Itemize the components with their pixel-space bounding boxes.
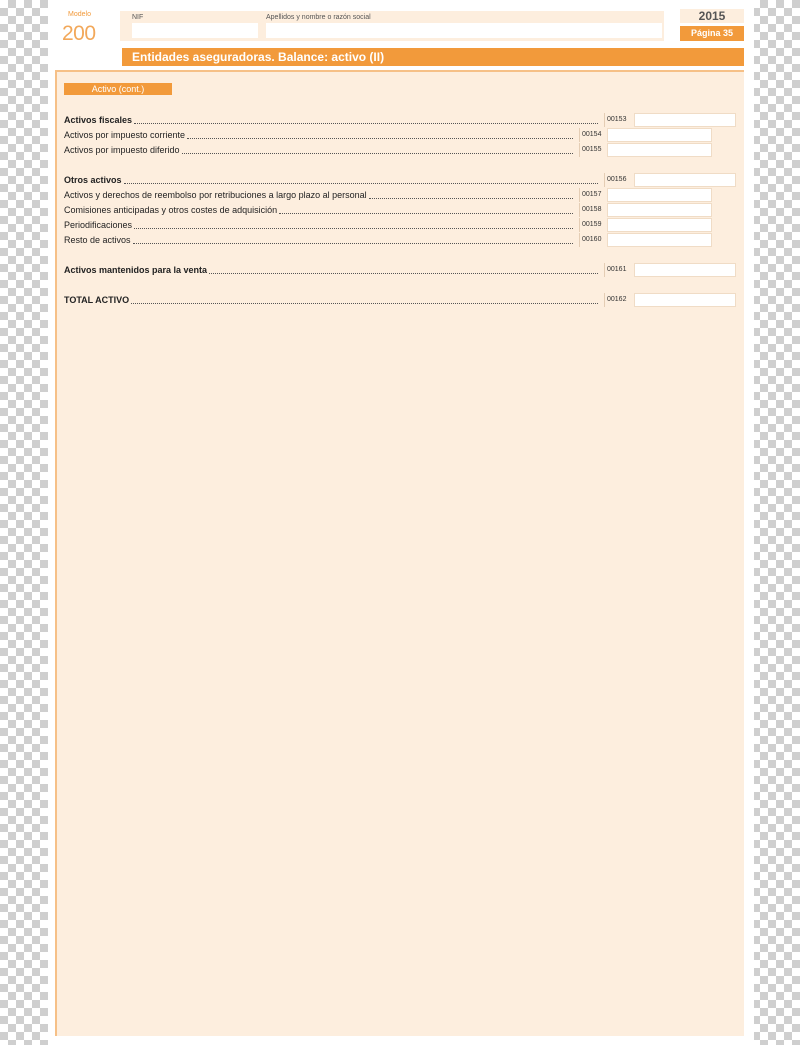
- leader-dots: [134, 123, 598, 124]
- leader-dots: [182, 153, 573, 154]
- field-code: 00157: [579, 188, 607, 202]
- row-impuesto-corriente: [64, 128, 577, 142]
- value-field-00157[interactable]: [607, 188, 712, 202]
- modelo-label: Modelo: [68, 11, 91, 18]
- name-label: Apellidos y nombre o razón social: [266, 14, 371, 21]
- field-code: 00154: [579, 128, 607, 142]
- row-label: Resto de activos: [64, 235, 131, 245]
- row-label: Activos fiscales: [64, 115, 133, 125]
- leader-dots: [279, 213, 573, 214]
- row-label: Periodificaciones: [64, 220, 133, 230]
- nif-label: NIF: [132, 14, 144, 21]
- row-mantenidos-venta: [64, 263, 602, 277]
- field-code: 00162: [604, 293, 634, 307]
- row-label: TOTAL ACTIVO: [64, 295, 130, 305]
- field-code: 00158: [579, 203, 607, 217]
- leader-dots: [134, 228, 573, 229]
- row-reembolso: [64, 188, 577, 202]
- field-code: 00156: [604, 173, 634, 187]
- value-field-00154[interactable]: [607, 128, 712, 142]
- modelo-number: 200: [62, 22, 96, 45]
- value-field-00153[interactable]: [634, 113, 736, 127]
- value-field-00159[interactable]: [607, 218, 712, 232]
- row-label: Activos por impuesto corriente: [64, 130, 186, 140]
- name-field[interactable]: [266, 23, 662, 38]
- year-badge: 2015: [680, 9, 744, 23]
- row-label: Activos por impuesto diferido: [64, 145, 180, 155]
- row-otros-activos: [64, 173, 602, 187]
- field-code: 00153: [604, 113, 634, 127]
- section-tag: Activo (cont.): [64, 83, 172, 95]
- leader-dots: [131, 303, 598, 304]
- leader-dots: [369, 198, 573, 199]
- leader-dots: [209, 273, 598, 274]
- leader-dots: [187, 138, 573, 139]
- page-badge: Página 35: [680, 26, 744, 41]
- row-comisiones: [64, 203, 577, 217]
- nif-field[interactable]: [132, 23, 258, 38]
- row-periodificaciones: [64, 218, 577, 232]
- value-field-00161[interactable]: [634, 263, 736, 277]
- row-label: Activos mantenidos para la venta: [64, 265, 208, 275]
- value-field-00162[interactable]: [634, 293, 736, 307]
- row-impuesto-diferido: [64, 143, 577, 157]
- page-title: Entidades aseguradoras. Balance: activo (II): [122, 48, 744, 66]
- field-code: 00160: [579, 233, 607, 247]
- value-field-00158[interactable]: [607, 203, 712, 217]
- row-label: Comisiones anticipadas y otros costes de adquisición: [64, 205, 278, 215]
- row-label: Otros activos: [64, 175, 122, 185]
- leader-dots: [124, 183, 598, 184]
- field-code: 00155: [579, 143, 607, 157]
- field-code: 00161: [604, 263, 634, 277]
- row-resto: [64, 233, 577, 247]
- value-field-00155[interactable]: [607, 143, 712, 157]
- value-field-00160[interactable]: [607, 233, 712, 247]
- form-page: [48, 0, 754, 1045]
- row-activos-fiscales: [64, 113, 602, 127]
- row-label: Activos y derechos de reembolso por retribuciones a largo plazo al personal: [64, 190, 367, 200]
- leader-dots: [133, 243, 573, 244]
- field-code: 00159: [579, 218, 607, 232]
- row-total-activo: [64, 293, 602, 307]
- value-field-00156[interactable]: [634, 173, 736, 187]
